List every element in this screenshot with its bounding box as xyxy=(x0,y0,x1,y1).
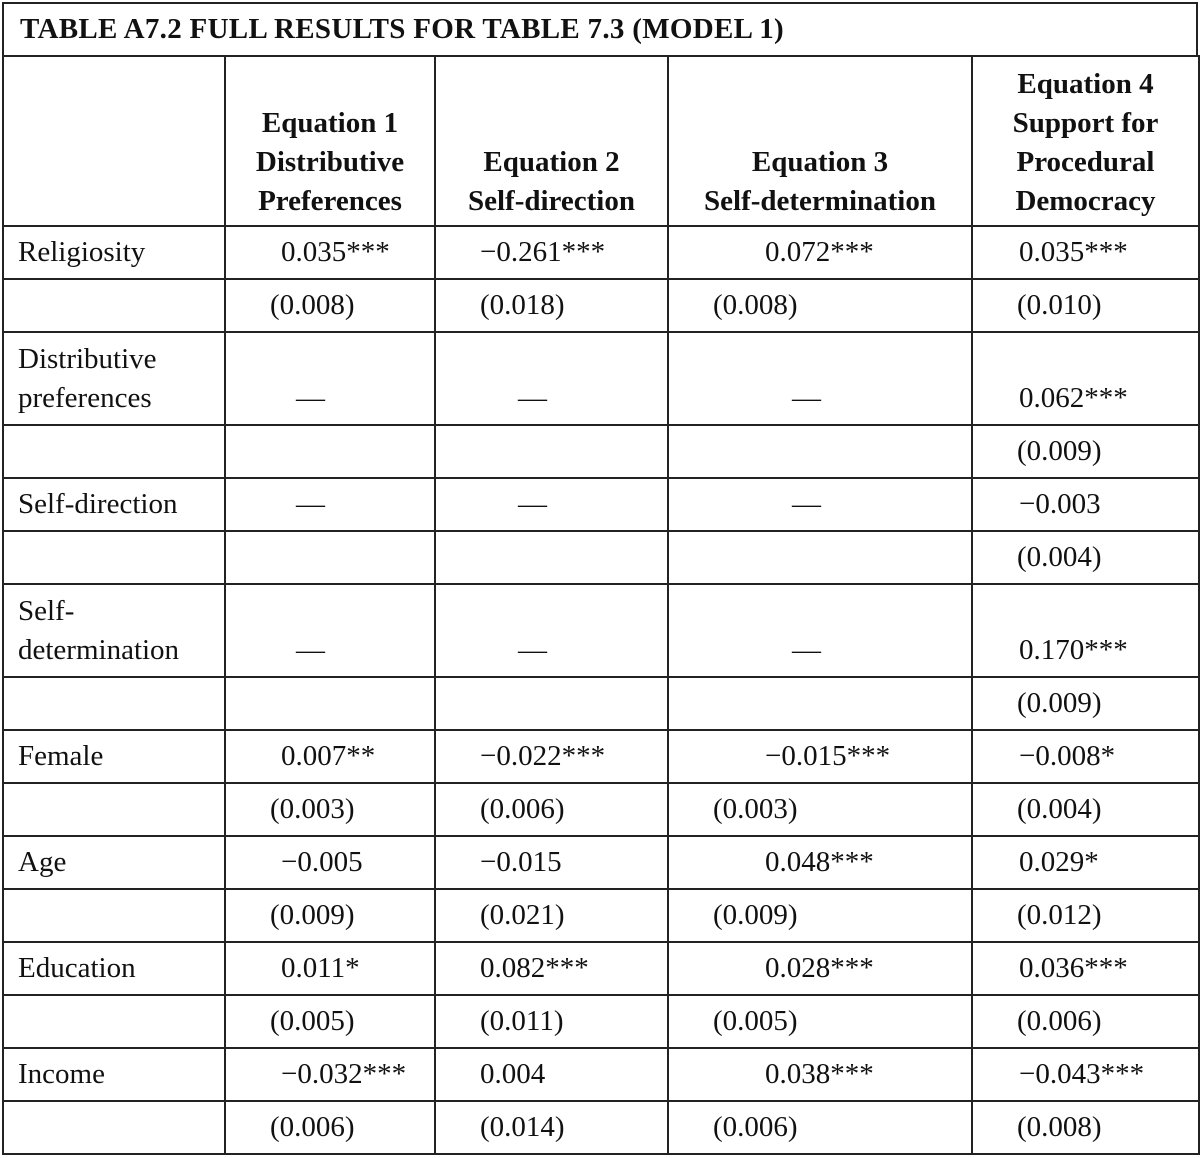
coef-value: −0.032*** xyxy=(281,1058,407,1090)
header-row xyxy=(3,56,1199,226)
coef-value: 0.035*** xyxy=(281,236,390,268)
table-title-bar xyxy=(2,2,1198,55)
se-cell xyxy=(435,889,668,942)
coef-value: −0.043*** xyxy=(1019,1058,1145,1090)
se-value: (0.003) xyxy=(270,793,355,825)
coef-value: 0.007** xyxy=(281,740,376,772)
coef-cell xyxy=(225,226,435,279)
coef-cell xyxy=(225,478,435,531)
empty-label-cell xyxy=(3,425,225,478)
coef-cell xyxy=(972,226,1199,279)
se-cell xyxy=(435,783,668,836)
header-equation-4 xyxy=(972,56,1199,226)
coef-cell xyxy=(225,836,435,889)
coef-row xyxy=(3,1048,1199,1101)
results-table-body xyxy=(3,56,1199,1154)
se-row xyxy=(3,425,1199,478)
coef-row xyxy=(3,942,1199,995)
coef-value: −0.261*** xyxy=(480,236,606,268)
coef-value: −0.003 xyxy=(1019,488,1101,520)
se-value: (0.003) xyxy=(713,793,798,825)
header-equation-1 xyxy=(225,56,435,226)
empty-label-cell xyxy=(3,677,225,730)
se-cell xyxy=(668,889,972,942)
header-line: Procedural xyxy=(1016,146,1155,178)
coef-value: 0.062*** xyxy=(1019,382,1128,414)
coef-value: −0.008* xyxy=(1019,740,1116,772)
coef-value: −0.015*** xyxy=(765,740,891,772)
se-value: (0.006) xyxy=(270,1111,355,1143)
se-cell xyxy=(435,677,668,730)
coef-cell xyxy=(435,226,668,279)
header-line: Equation 4 xyxy=(1017,68,1154,100)
coef-row xyxy=(3,226,1199,279)
se-value: (0.021) xyxy=(480,899,565,931)
variable-label xyxy=(3,836,225,889)
coef-cell xyxy=(435,942,668,995)
coef-value: 0.004 xyxy=(480,1058,546,1090)
variable-label xyxy=(3,1048,225,1101)
variable-label xyxy=(3,226,225,279)
se-cell xyxy=(668,677,972,730)
header-line: Support for xyxy=(1012,107,1159,139)
variable-label-line: preferences xyxy=(18,382,152,414)
se-cell xyxy=(668,531,972,584)
coef-cell xyxy=(668,1048,972,1101)
variable-label xyxy=(3,584,225,677)
se-cell xyxy=(972,531,1199,584)
header-line: Self-determination xyxy=(704,185,936,217)
se-value: (0.005) xyxy=(270,1005,355,1037)
coef-value: — xyxy=(296,382,325,414)
coef-value: 0.035*** xyxy=(1019,236,1128,268)
coef-value: — xyxy=(518,634,547,666)
coef-cell xyxy=(225,1048,435,1101)
variable-label-line: Age xyxy=(18,846,67,878)
coef-cell xyxy=(668,836,972,889)
se-cell xyxy=(435,279,668,332)
se-cell xyxy=(435,531,668,584)
se-value: (0.004) xyxy=(1017,541,1102,573)
coef-value: 0.170*** xyxy=(1019,634,1128,666)
coef-value: 0.036*** xyxy=(1019,952,1128,984)
coef-value: 0.029* xyxy=(1019,846,1099,878)
variable-label-line: Education xyxy=(18,952,136,984)
empty-label-cell xyxy=(3,889,225,942)
coef-cell xyxy=(435,332,668,425)
coef-value: 0.082*** xyxy=(480,952,589,984)
coef-cell xyxy=(435,730,668,783)
se-value: (0.008) xyxy=(1017,1111,1102,1143)
variable-label-line: Female xyxy=(18,740,104,772)
coef-cell xyxy=(668,226,972,279)
se-cell xyxy=(225,279,435,332)
coef-row xyxy=(3,836,1199,889)
se-value: (0.006) xyxy=(713,1111,798,1143)
se-value: (0.006) xyxy=(480,793,565,825)
coef-value: −0.022*** xyxy=(480,740,606,772)
coef-cell xyxy=(668,332,972,425)
se-cell xyxy=(972,995,1199,1048)
coef-value: 0.038*** xyxy=(765,1058,874,1090)
coef-cell xyxy=(972,836,1199,889)
se-value: (0.014) xyxy=(480,1111,565,1143)
coef-value: — xyxy=(518,488,547,520)
empty-label-cell xyxy=(3,783,225,836)
coef-row xyxy=(3,332,1199,425)
header-equation-3 xyxy=(668,56,972,226)
se-row xyxy=(3,1101,1199,1154)
coef-row xyxy=(3,584,1199,677)
variable-label xyxy=(3,730,225,783)
coef-cell xyxy=(668,730,972,783)
coef-cell xyxy=(225,584,435,677)
se-cell xyxy=(972,425,1199,478)
se-cell xyxy=(225,995,435,1048)
variable-label-line: Religiosity xyxy=(18,236,146,268)
coef-value: — xyxy=(792,382,821,414)
se-value: (0.004) xyxy=(1017,793,1102,825)
header-line: Equation 1 xyxy=(261,107,399,139)
se-value: (0.012) xyxy=(1017,899,1102,931)
coef-value: 0.048*** xyxy=(765,846,874,878)
coef-cell xyxy=(435,478,668,531)
results-table xyxy=(2,55,1200,1155)
se-cell xyxy=(668,995,972,1048)
se-cell xyxy=(225,783,435,836)
coef-cell xyxy=(972,942,1199,995)
variable-label xyxy=(3,478,225,531)
coef-row xyxy=(3,478,1199,531)
se-cell xyxy=(225,425,435,478)
coef-cell xyxy=(972,730,1199,783)
coef-value: — xyxy=(792,634,821,666)
se-cell xyxy=(435,425,668,478)
se-cell xyxy=(972,889,1199,942)
coef-value: — xyxy=(296,634,325,666)
se-cell xyxy=(668,1101,972,1154)
coef-value: — xyxy=(792,488,821,520)
se-cell xyxy=(668,425,972,478)
coef-cell xyxy=(435,584,668,677)
se-row xyxy=(3,995,1199,1048)
se-cell xyxy=(972,279,1199,332)
empty-label-cell xyxy=(3,531,225,584)
coef-value: 0.072*** xyxy=(765,236,874,268)
se-value: (0.010) xyxy=(1017,289,1102,321)
se-value: (0.011) xyxy=(480,1005,564,1037)
se-value: (0.009) xyxy=(1017,687,1102,719)
header-corner-cell xyxy=(3,56,225,226)
coef-value: — xyxy=(518,382,547,414)
se-value: (0.008) xyxy=(270,289,355,321)
se-cell xyxy=(668,279,972,332)
coef-cell xyxy=(668,478,972,531)
se-row xyxy=(3,889,1199,942)
se-row xyxy=(3,531,1199,584)
se-cell xyxy=(435,995,668,1048)
se-cell xyxy=(225,889,435,942)
coef-cell xyxy=(668,584,972,677)
se-cell xyxy=(225,677,435,730)
se-cell xyxy=(972,1101,1199,1154)
empty-label-cell xyxy=(3,1101,225,1154)
se-cell xyxy=(972,783,1199,836)
header-line: Preferences xyxy=(258,185,402,217)
se-value: (0.009) xyxy=(1017,435,1102,467)
coef-cell xyxy=(435,1048,668,1101)
se-value: (0.008) xyxy=(713,289,798,321)
variable-label-line: Self-direction xyxy=(18,488,178,520)
variable-label xyxy=(3,942,225,995)
variable-label-line: Distributive xyxy=(18,343,157,375)
header-line: Equation 3 xyxy=(751,146,889,178)
header-line: Distributive xyxy=(255,146,405,178)
variable-label-line: Self- xyxy=(18,595,75,627)
coef-cell xyxy=(972,478,1199,531)
coef-row xyxy=(3,730,1199,783)
se-value: (0.018) xyxy=(480,289,565,321)
empty-label-cell xyxy=(3,995,225,1048)
variable-label-line: Income xyxy=(18,1058,105,1090)
se-value: (0.006) xyxy=(1017,1005,1102,1037)
coef-value: −0.015 xyxy=(480,846,562,878)
empty-label-cell xyxy=(3,279,225,332)
se-value: (0.009) xyxy=(270,899,355,931)
coef-cell xyxy=(225,942,435,995)
coef-cell xyxy=(225,332,435,425)
coef-value: — xyxy=(296,488,325,520)
header-equation-2 xyxy=(435,56,668,226)
coef-cell xyxy=(668,942,972,995)
se-row xyxy=(3,677,1199,730)
coef-value: 0.011* xyxy=(281,952,360,984)
coef-cell xyxy=(435,836,668,889)
se-row xyxy=(3,279,1199,332)
variable-label-line: determination xyxy=(18,634,180,666)
se-cell xyxy=(225,1101,435,1154)
se-row xyxy=(3,783,1199,836)
header-line: Equation 2 xyxy=(483,146,620,178)
se-cell xyxy=(435,1101,668,1154)
coef-cell xyxy=(972,1048,1199,1101)
se-cell xyxy=(225,531,435,584)
header-line: Self-direction xyxy=(468,185,635,217)
coef-cell xyxy=(972,332,1199,425)
table-title: TABLE A7.2 FULL RESULTS FOR TABLE 7.3 (MODEL 1) xyxy=(20,13,784,45)
variable-label xyxy=(3,332,225,425)
se-cell xyxy=(972,677,1199,730)
coef-value: −0.005 xyxy=(281,846,363,878)
coef-value: 0.028*** xyxy=(765,952,874,984)
coef-cell xyxy=(225,730,435,783)
coef-cell xyxy=(972,584,1199,677)
se-value: (0.009) xyxy=(713,899,798,931)
se-cell xyxy=(668,783,972,836)
header-line: Democracy xyxy=(1015,185,1156,217)
se-value: (0.005) xyxy=(713,1005,798,1037)
